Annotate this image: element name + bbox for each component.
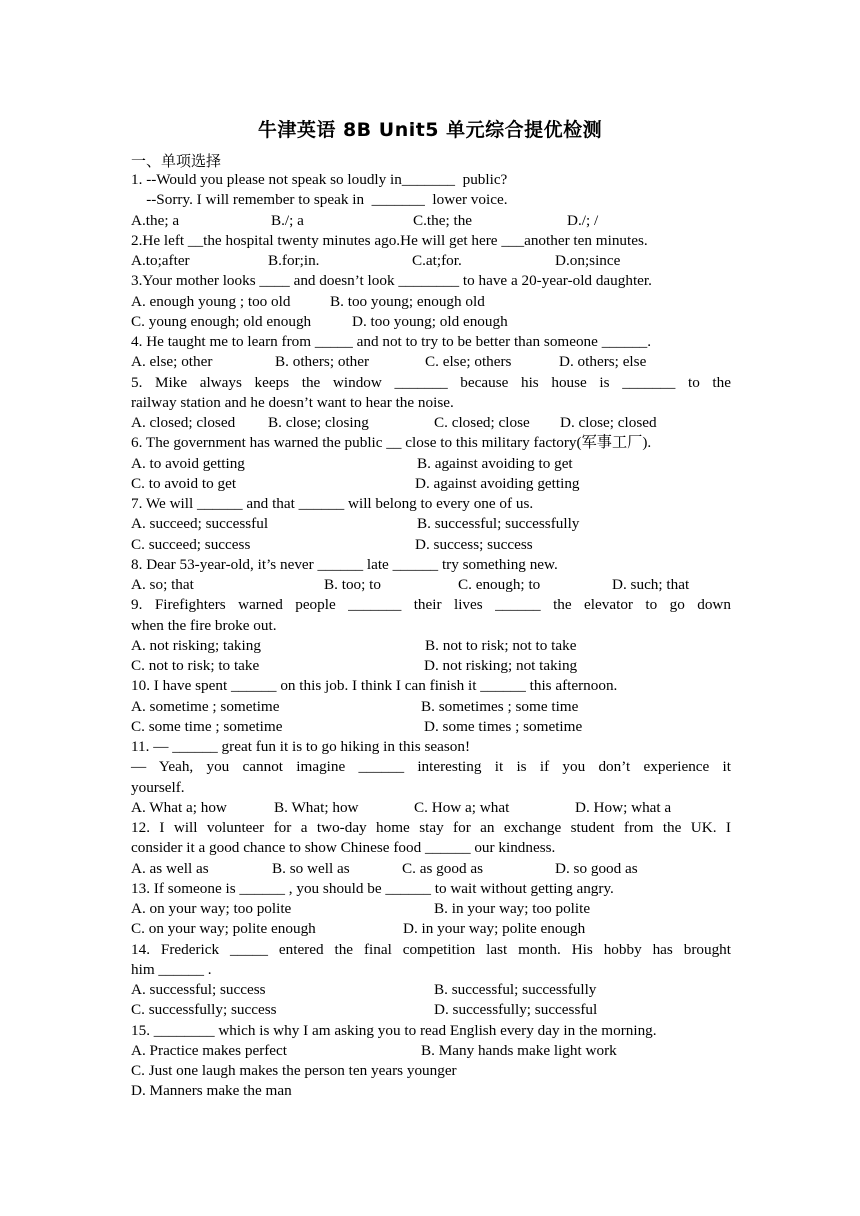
question-6-options-row-2 [131, 474, 731, 494]
question-15-option-c: C. Just one laugh makes the person ten years younger [131, 1062, 457, 1079]
question-15-options-row-1 [131, 1041, 731, 1061]
option-a: A. closed; closed [131, 414, 236, 431]
option-c: C. as good as [402, 859, 483, 877]
option-c: C. to avoid to get [131, 474, 237, 492]
question-13-options-row-1 [131, 899, 731, 919]
section-heading: 一、单项选择 [131, 152, 222, 170]
question-14-options-row-2 [131, 1000, 731, 1020]
question-9-stem-line-2: when the fire broke out. [131, 616, 277, 634]
question-3-options-row-2 [131, 312, 731, 332]
option-c: C. else; others [425, 353, 512, 371]
option-d: D. not risking; not taking [424, 657, 578, 674]
option-a: A. succeed; successful [131, 515, 269, 533]
option-c: C. successfully; success [131, 1001, 277, 1019]
question-1-stem-line-1: 1. --Would you please not speak so loudly in_______ public? [131, 171, 508, 188]
question-10-options-row-2 [131, 717, 731, 737]
option-a: A. enough young ; too old [131, 292, 291, 310]
question-6-stem: 6. The government has warned the public __ close to this military factory(军事工厂). [131, 434, 652, 452]
option-a: A.the; a [131, 211, 180, 229]
question-15-option-d: D. Manners make the man [131, 1082, 292, 1100]
question-8-options [131, 575, 731, 595]
option-a: A. not risking; taking [131, 636, 261, 654]
option-d: D. some times ; sometime [424, 717, 583, 735]
option-d: D. so good as [555, 859, 638, 877]
option-d: D. too young; old enough [352, 312, 508, 330]
option-a: A.to;after [131, 252, 190, 269]
option-a: A. as well as [131, 859, 209, 877]
option-c: C. on your way; polite enough [131, 920, 316, 938]
option-a: A. on your way; too polite [131, 900, 292, 917]
question-7-options-row-1 [131, 514, 731, 534]
option-d: D. such; that [612, 576, 690, 593]
question-12-stem-line-1: 12. I will volunteer for a two-day home stay for an exchange student from the UK. I [131, 819, 731, 836]
option-b: B. not to risk; not to take [425, 636, 577, 654]
option-c: C. young enough; old enough [131, 312, 312, 330]
option-d: D./; / [567, 211, 599, 229]
option-d: D. in your way; polite enough [403, 920, 586, 938]
option-c: C. closed; close [434, 414, 530, 431]
question-3-options-row-1 [131, 292, 731, 312]
option-d: D. successfully; successful [434, 1001, 598, 1019]
question-11-options [131, 798, 731, 818]
option-a: A. so; that [131, 576, 194, 593]
option-b: B. too young; enough old [330, 292, 485, 310]
option-a: A. Practice makes perfect [131, 1041, 288, 1059]
question-1-options [131, 211, 731, 231]
option-c: C. some time ; sometime [131, 717, 283, 735]
question-10-stem: 10. I have spent ______ on this job. I think I can finish it ______ this afternoon. [131, 677, 618, 695]
option-b: B. in your way; too polite [434, 900, 591, 917]
option-c: C. enough; to [458, 576, 541, 593]
option-b: B. What; how [274, 798, 359, 816]
option-b: B. Many hands make light work [421, 1041, 617, 1059]
question-13-options-row-2 [131, 919, 731, 939]
option-c: C.the; the [413, 211, 473, 229]
option-b: B. against avoiding to get [417, 454, 573, 472]
question-5-options [131, 413, 731, 433]
option-b: B./; a [271, 211, 304, 229]
option-b: B.for;in. [268, 252, 320, 269]
option-c: C. not to risk; to take [131, 657, 260, 674]
question-7-stem: 7. We will ______ and that ______ will belong to every one of us. [131, 495, 534, 512]
option-d: D. others; else [559, 353, 647, 371]
option-d: D. against avoiding getting [415, 474, 580, 492]
question-3-stem: 3.Your mother looks ____ and doesn’t look ________ to have a 20-year-old daughter. [131, 272, 652, 290]
question-2-options [131, 251, 731, 271]
question-13-stem: 13. If someone is ______ , you should be ______ to wait without getting angry. [131, 879, 614, 897]
question-14-stem-line-2: him ______ . [131, 960, 212, 978]
question-8-stem: 8. Dear 53-year-old, it’s never ______ late ______ try something new. [131, 555, 558, 573]
option-b: B. too; to [324, 576, 381, 593]
option-b: B. successful; successfully [417, 515, 580, 533]
question-6-options-row-1 [131, 454, 731, 474]
question-5-stem-line-1: 5. Mike always keeps the window _______ because his house is _______ to the [131, 373, 731, 391]
question-11-stem-line-3: yourself. [131, 778, 185, 796]
question-11-stem-line-1: 11. — ______ great fun it is to go hiking in this season! [131, 738, 471, 755]
question-4-stem: 4. He taught me to learn from _____ and not to try to be better than someone ______. [131, 333, 652, 350]
question-4-options [131, 352, 731, 372]
option-b: B. so well as [272, 859, 350, 877]
option-b: B. others; other [275, 353, 370, 371]
option-c: C.at;for. [412, 252, 462, 269]
option-b: B. successful; successfully [434, 981, 597, 998]
option-b: B. sometimes ; some time [421, 697, 579, 715]
option-d: D. close; closed [560, 414, 657, 431]
option-d: D. How; what a [575, 798, 672, 816]
question-10-options-row-1 [131, 697, 731, 717]
document-title: 牛津英语 8B Unit5 单元综合提优检测 [257, 119, 603, 141]
questions-body [131, 170, 731, 1102]
option-a: A. What a; how [131, 798, 227, 816]
option-a: A. successful; success [131, 981, 266, 998]
question-9-options-row-1 [131, 636, 731, 656]
option-d: D. success; success [415, 535, 533, 553]
option-a: A. to avoid getting [131, 454, 245, 472]
question-15-stem: 15. ________ which is why I am asking you to read English every day in the morning. [131, 1021, 657, 1039]
question-5-stem-line-2: railway station and he doesn’t want to hear the noise. [131, 393, 454, 411]
question-9-options-row-2 [131, 656, 731, 676]
question-1-stem-line-2: --Sorry. I will remember to speak in _______ lower voice. [131, 191, 508, 209]
option-c: C. succeed; success [131, 535, 251, 553]
option-a: A. else; other [131, 353, 213, 371]
option-d: D.on;since [555, 252, 621, 269]
question-2-stem: 2.He left __the hospital twenty minutes ago.He will get here ___another ten minutes. [131, 231, 648, 249]
question-9-stem-line-1: 9. Firefighters warned people _______ their lives ______ the elevator to go down [131, 596, 731, 614]
option-a: A. sometime ; sometime [131, 697, 280, 715]
option-b: B. close; closing [268, 414, 369, 431]
question-14-options-row-1 [131, 980, 731, 1000]
option-c: C. How a; what [414, 798, 510, 816]
question-12-options [131, 859, 731, 879]
question-11-stem-line-2: — Yeah, you cannot imagine ______ interesting it is if you don’t experience it [131, 758, 731, 776]
question-7-options-row-2 [131, 535, 731, 555]
question-12-stem-line-2: consider it a good chance to show Chinese food ______ our kindness. [131, 839, 556, 857]
question-14-stem-line-1: 14. Frederick _____ entered the final competition last month. His hobby has brought [131, 940, 731, 958]
